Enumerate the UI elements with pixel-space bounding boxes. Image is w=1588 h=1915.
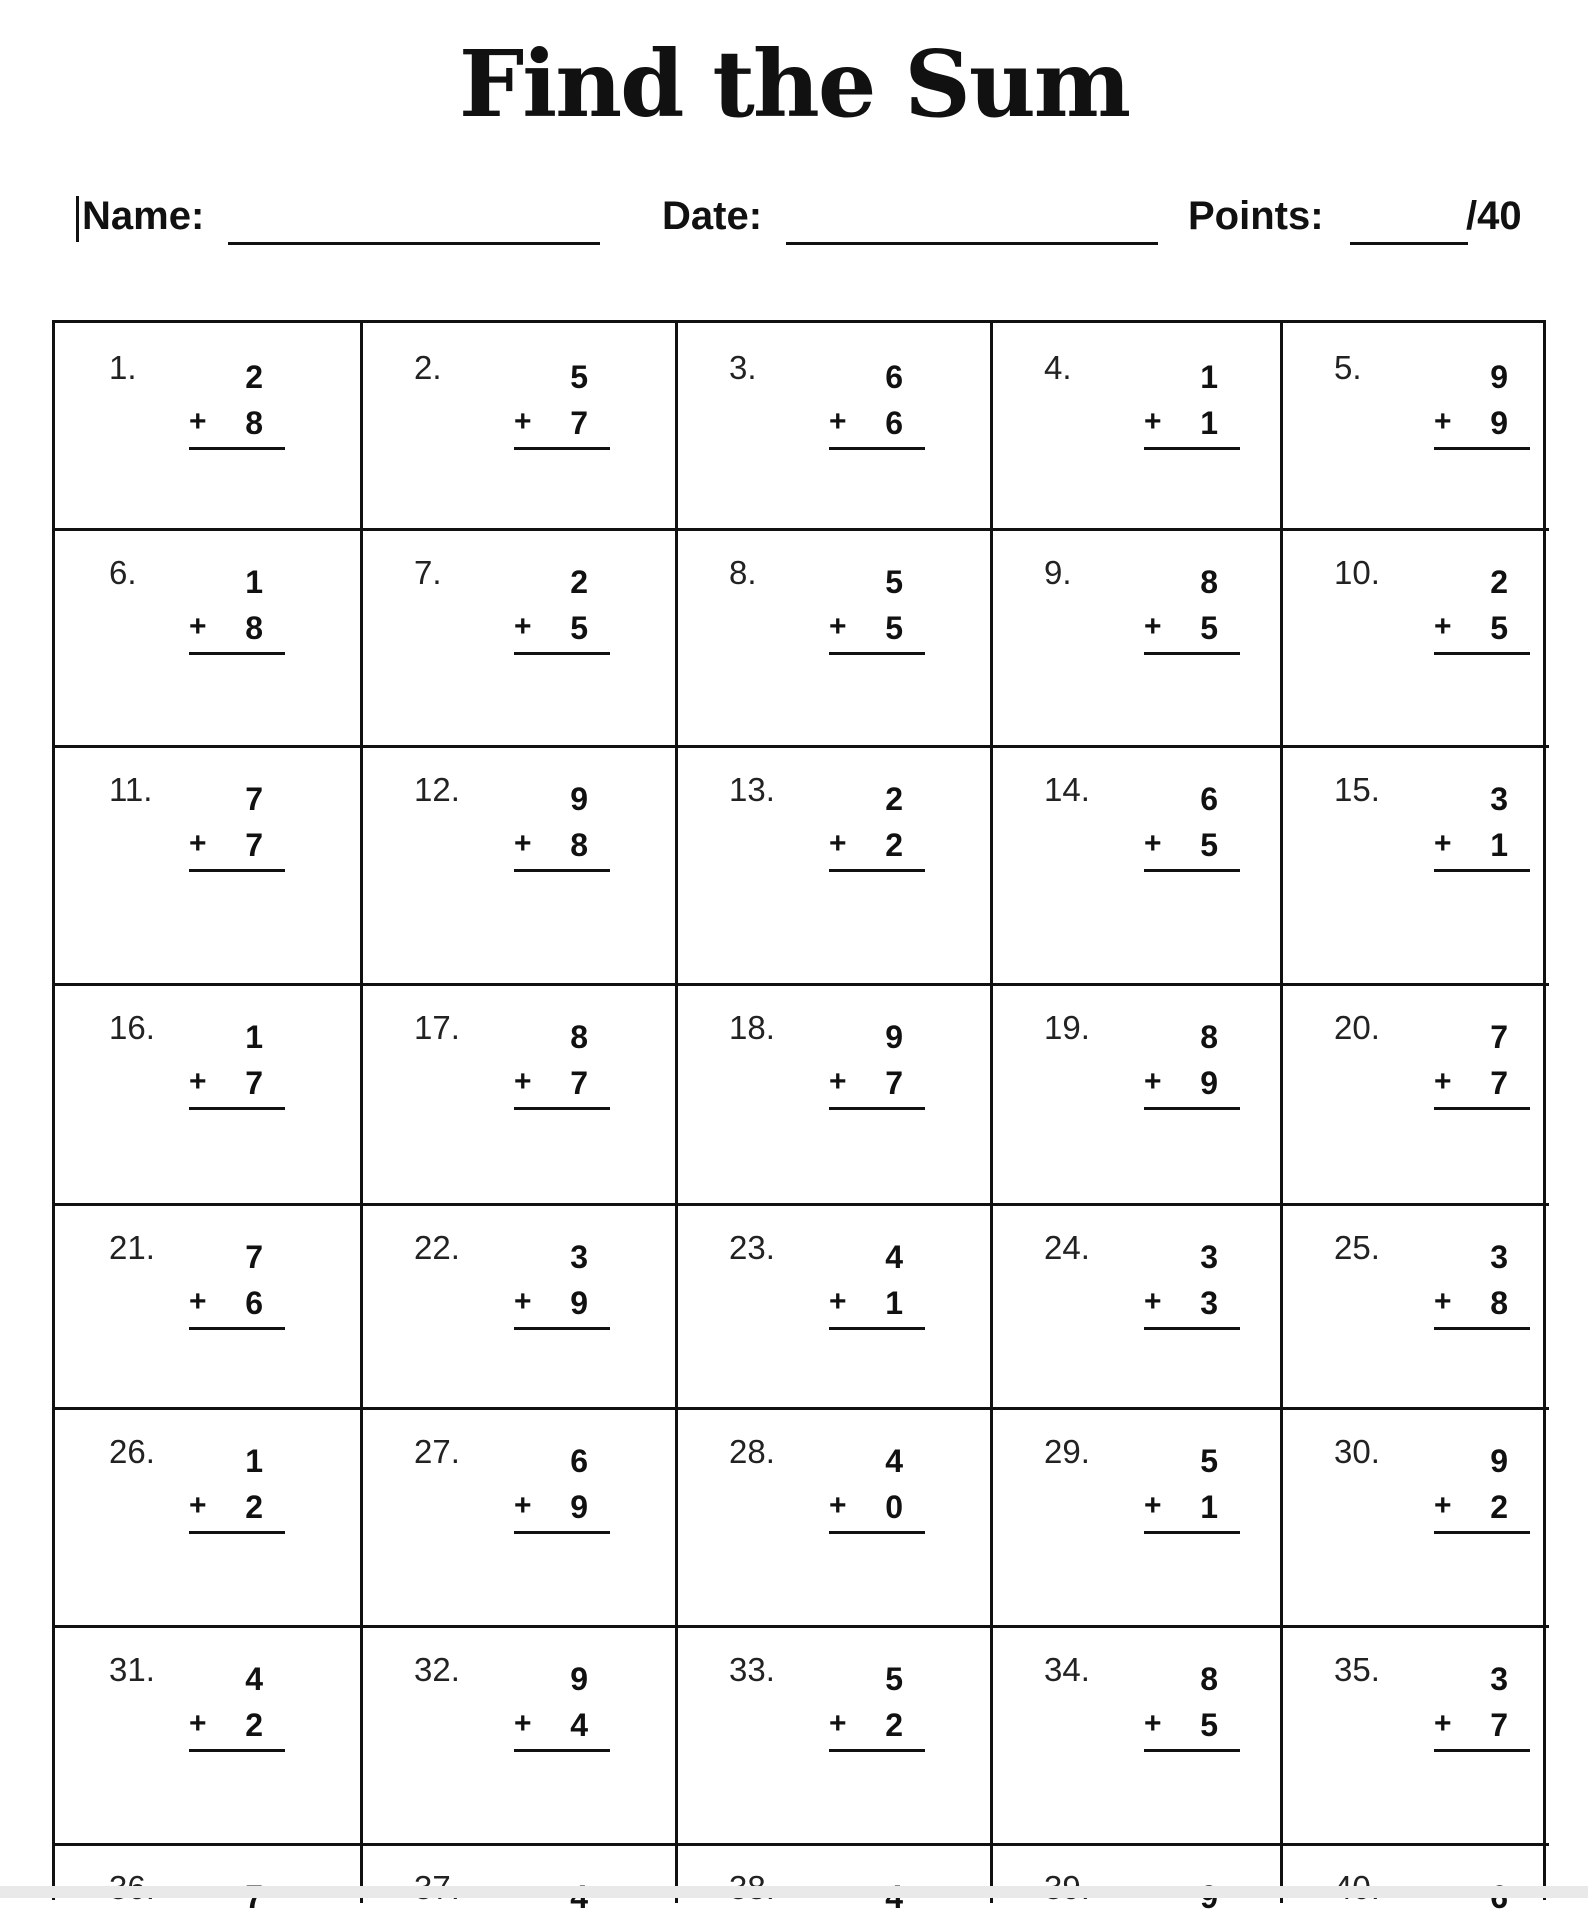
addend-bottom: 5 bbox=[1200, 610, 1218, 646]
sum-rule bbox=[829, 1327, 925, 1330]
worksheet-title: Find the Sum bbox=[458, 30, 1130, 138]
plus-sign: + bbox=[189, 827, 207, 860]
addend-bottom: 9 bbox=[1200, 1065, 1218, 1101]
problem-number: 25. bbox=[1334, 1229, 1380, 1266]
addend-top: 3 bbox=[1490, 1239, 1508, 1275]
sum-rule bbox=[1144, 652, 1240, 655]
problem-number: 19. bbox=[1044, 1009, 1090, 1046]
sum-rule bbox=[514, 1531, 610, 1534]
addend-bottom: 1 bbox=[885, 1285, 903, 1321]
addend-top: 2 bbox=[1490, 564, 1508, 600]
problem-number: 2. bbox=[414, 349, 442, 386]
problem-number: 3. bbox=[729, 349, 757, 386]
addend-bottom: 7 bbox=[570, 405, 588, 441]
problem-number: 34. bbox=[1044, 1651, 1090, 1688]
sum-rule bbox=[189, 869, 285, 872]
sum-rule bbox=[829, 1107, 925, 1110]
problem-number: 27. bbox=[414, 1433, 460, 1470]
plus-sign: + bbox=[514, 610, 532, 643]
sum-rule bbox=[514, 1749, 610, 1752]
plus-sign: + bbox=[829, 827, 847, 860]
addend-bottom: 6 bbox=[885, 405, 903, 441]
addend-top: 9 bbox=[570, 781, 588, 817]
addend-top: 7 bbox=[1490, 1019, 1508, 1055]
plus-sign: + bbox=[514, 1707, 532, 1740]
plus-sign: + bbox=[1144, 1489, 1162, 1522]
page-edge bbox=[0, 1886, 1588, 1898]
sum-rule bbox=[189, 1107, 285, 1110]
addend-bottom: 9 bbox=[1490, 405, 1508, 441]
plus-sign: + bbox=[514, 405, 532, 438]
addend-bottom: 5 bbox=[1490, 610, 1508, 646]
sum-rule bbox=[1144, 1107, 1240, 1110]
plus-sign: + bbox=[829, 1489, 847, 1522]
problem-number: 11. bbox=[109, 771, 153, 808]
addend-bottom: 7 bbox=[1490, 1065, 1508, 1101]
addend-bottom: 2 bbox=[885, 827, 903, 863]
sum-rule bbox=[1434, 1107, 1530, 1110]
grid-row-divider bbox=[55, 1203, 1549, 1206]
addend-bottom: 4 bbox=[570, 1707, 588, 1743]
addend-top: 6 bbox=[1200, 781, 1218, 817]
plus-sign: + bbox=[1144, 405, 1162, 438]
sum-rule bbox=[829, 869, 925, 872]
sum-rule bbox=[829, 1749, 925, 1752]
addend-bottom: 7 bbox=[570, 1065, 588, 1101]
addend-top: 1 bbox=[245, 1443, 263, 1479]
points-label: Points: bbox=[1188, 194, 1324, 238]
sum-rule bbox=[1144, 869, 1240, 872]
problem-number: 17. bbox=[414, 1009, 460, 1046]
addend-bottom: 8 bbox=[570, 827, 588, 863]
plus-sign: + bbox=[1144, 1285, 1162, 1318]
problem-number: 20. bbox=[1334, 1009, 1380, 1046]
addend-top: 2 bbox=[885, 781, 903, 817]
sum-rule bbox=[189, 652, 285, 655]
addend-top: 5 bbox=[570, 359, 588, 395]
name-blank[interactable] bbox=[228, 242, 600, 245]
addend-top: 7 bbox=[245, 1239, 263, 1275]
addend-top: 3 bbox=[570, 1239, 588, 1275]
sum-rule bbox=[514, 447, 610, 450]
addend-top: 8 bbox=[1200, 1661, 1218, 1697]
addend-top: 1 bbox=[245, 1019, 263, 1055]
grid-row-divider bbox=[55, 745, 1549, 748]
addend-top: 2 bbox=[245, 359, 263, 395]
plus-sign: + bbox=[1434, 610, 1452, 643]
problem-number: 13. bbox=[729, 771, 775, 808]
addend-top: 8 bbox=[1200, 564, 1218, 600]
sum-rule bbox=[1434, 652, 1530, 655]
plus-sign: + bbox=[189, 1065, 207, 1098]
sum-rule bbox=[514, 1327, 610, 1330]
sum-rule bbox=[189, 447, 285, 450]
sum-rule bbox=[1434, 1749, 1530, 1752]
problem-number: 15. bbox=[1334, 771, 1380, 808]
plus-sign: + bbox=[1434, 405, 1452, 438]
problem-number: 10. bbox=[1334, 554, 1380, 591]
name-label: Name: bbox=[82, 194, 205, 238]
addend-top: 5 bbox=[1200, 1443, 1218, 1479]
addend-bottom: 0 bbox=[885, 1489, 903, 1525]
sum-rule bbox=[189, 1531, 285, 1534]
addend-bottom: 8 bbox=[245, 405, 263, 441]
problem-number: 31. bbox=[109, 1651, 155, 1688]
grid-row-divider bbox=[55, 1407, 1549, 1410]
plus-sign: + bbox=[189, 1489, 207, 1522]
grid-row-divider bbox=[55, 528, 1549, 531]
problem-number: 12. bbox=[414, 771, 460, 808]
sum-rule bbox=[514, 1107, 610, 1110]
points-total: /40 bbox=[1466, 194, 1522, 238]
addend-bottom: 7 bbox=[885, 1065, 903, 1101]
addend-top: 3 bbox=[1490, 1661, 1508, 1697]
plus-sign: + bbox=[829, 405, 847, 438]
addend-top: 4 bbox=[885, 1443, 903, 1479]
problem-number: 9. bbox=[1044, 554, 1072, 591]
plus-sign: + bbox=[1144, 610, 1162, 643]
plus-sign: + bbox=[829, 1285, 847, 1318]
sum-rule bbox=[189, 1749, 285, 1752]
problem-number: 21. bbox=[109, 1229, 155, 1266]
problem-number: 1. bbox=[109, 349, 137, 386]
addend-top: 9 bbox=[885, 1019, 903, 1055]
sum-rule bbox=[1144, 1531, 1240, 1534]
addend-bottom: 7 bbox=[245, 827, 263, 863]
date-blank[interactable] bbox=[786, 242, 1158, 245]
sum-rule bbox=[1434, 869, 1530, 872]
sum-rule bbox=[1434, 447, 1530, 450]
problem-number: 33. bbox=[729, 1651, 775, 1688]
sum-rule bbox=[1144, 447, 1240, 450]
problem-number: 28. bbox=[729, 1433, 775, 1470]
plus-sign: + bbox=[829, 1707, 847, 1740]
plus-sign: + bbox=[829, 610, 847, 643]
addend-bottom: 2 bbox=[245, 1707, 263, 1743]
problem-number: 8. bbox=[729, 554, 757, 591]
grid-column-divider bbox=[990, 323, 993, 1903]
addend-bottom: 2 bbox=[1490, 1489, 1508, 1525]
addend-bottom: 9 bbox=[570, 1489, 588, 1525]
addend-top: 4 bbox=[245, 1661, 263, 1697]
date-label: Date: bbox=[662, 194, 763, 238]
sum-rule bbox=[514, 652, 610, 655]
problem-number: 18. bbox=[729, 1009, 775, 1046]
plus-sign: + bbox=[1144, 1065, 1162, 1098]
addend-top: 5 bbox=[885, 564, 903, 600]
sum-rule bbox=[514, 869, 610, 872]
addend-top: 8 bbox=[1200, 1019, 1218, 1055]
problem-number: 23. bbox=[729, 1229, 775, 1266]
addend-bottom: 8 bbox=[245, 610, 263, 646]
sum-rule bbox=[1434, 1531, 1530, 1534]
addend-bottom: 5 bbox=[1200, 827, 1218, 863]
points-blank[interactable] bbox=[1350, 242, 1468, 245]
plus-sign: + bbox=[829, 1065, 847, 1098]
problem-grid bbox=[52, 320, 1546, 1900]
plus-sign: + bbox=[514, 1065, 532, 1098]
addend-bottom: 5 bbox=[570, 610, 588, 646]
grid-column-divider bbox=[360, 323, 363, 1903]
addend-bottom: 7 bbox=[1490, 1707, 1508, 1743]
addend-bottom: 3 bbox=[1200, 1285, 1218, 1321]
addend-top: 4 bbox=[885, 1239, 903, 1275]
sum-rule bbox=[1144, 1749, 1240, 1752]
plus-sign: + bbox=[1434, 1285, 1452, 1318]
plus-sign: + bbox=[1434, 1707, 1452, 1740]
addend-bottom: 1 bbox=[1200, 1489, 1218, 1525]
problem-number: 5. bbox=[1334, 349, 1362, 386]
sum-rule bbox=[1144, 1327, 1240, 1330]
sum-rule bbox=[189, 1327, 285, 1330]
problem-number: 29. bbox=[1044, 1433, 1090, 1470]
problem-number: 32. bbox=[414, 1651, 460, 1688]
addend-bottom: 8 bbox=[1490, 1285, 1508, 1321]
addend-top: 1 bbox=[245, 564, 263, 600]
sum-rule bbox=[829, 447, 925, 450]
problem-number: 30. bbox=[1334, 1433, 1380, 1470]
sum-rule bbox=[829, 652, 925, 655]
problem-number: 24. bbox=[1044, 1229, 1090, 1266]
addend-bottom: 2 bbox=[885, 1707, 903, 1743]
addend-top: 9 bbox=[570, 1661, 588, 1697]
plus-sign: + bbox=[1434, 827, 1452, 860]
addend-top: 9 bbox=[1490, 1443, 1508, 1479]
problem-number: 22. bbox=[414, 1229, 460, 1266]
addend-top: 2 bbox=[570, 564, 588, 600]
problem-number: 4. bbox=[1044, 349, 1072, 386]
addend-top: 1 bbox=[1200, 359, 1218, 395]
plus-sign: + bbox=[514, 1285, 532, 1318]
plus-sign: + bbox=[1434, 1065, 1452, 1098]
sum-rule bbox=[1434, 1327, 1530, 1330]
addend-bottom: 5 bbox=[885, 610, 903, 646]
addend-bottom: 1 bbox=[1200, 405, 1218, 441]
plus-sign: + bbox=[1144, 1707, 1162, 1740]
addend-top: 7 bbox=[245, 781, 263, 817]
addend-top: 3 bbox=[1200, 1239, 1218, 1275]
plus-sign: + bbox=[1434, 1489, 1452, 1522]
plus-sign: + bbox=[514, 1489, 532, 1522]
addend-top: 9 bbox=[1490, 359, 1508, 395]
plus-sign: + bbox=[189, 1707, 207, 1740]
addend-top: 6 bbox=[885, 359, 903, 395]
problem-number: 6. bbox=[109, 554, 137, 591]
plus-sign: + bbox=[514, 827, 532, 860]
addend-bottom: 7 bbox=[245, 1065, 263, 1101]
plus-sign: + bbox=[189, 1285, 207, 1318]
text-cursor bbox=[76, 196, 79, 242]
grid-column-divider bbox=[1280, 323, 1283, 1903]
addend-bottom: 9 bbox=[570, 1285, 588, 1321]
addend-top: 5 bbox=[885, 1661, 903, 1697]
grid-row-divider bbox=[55, 983, 1549, 986]
grid-row-divider bbox=[55, 1625, 1549, 1628]
sum-rule bbox=[829, 1531, 925, 1534]
addend-bottom: 2 bbox=[245, 1489, 263, 1525]
plus-sign: + bbox=[189, 610, 207, 643]
grid-row-divider bbox=[55, 1843, 1549, 1846]
addend-top: 8 bbox=[570, 1019, 588, 1055]
plus-sign: + bbox=[189, 405, 207, 438]
problem-number: 16. bbox=[109, 1009, 155, 1046]
addend-bottom: 6 bbox=[245, 1285, 263, 1321]
addend-bottom: 5 bbox=[1200, 1707, 1218, 1743]
problem-number: 35. bbox=[1334, 1651, 1380, 1688]
addend-top: 3 bbox=[1490, 781, 1508, 817]
plus-sign: + bbox=[1144, 827, 1162, 860]
problem-number: 14. bbox=[1044, 771, 1090, 808]
grid-column-divider bbox=[675, 323, 678, 1903]
problem-number: 7. bbox=[414, 554, 442, 591]
addend-bottom: 1 bbox=[1490, 827, 1508, 863]
problem-number: 26. bbox=[109, 1433, 155, 1470]
addend-top: 6 bbox=[570, 1443, 588, 1479]
